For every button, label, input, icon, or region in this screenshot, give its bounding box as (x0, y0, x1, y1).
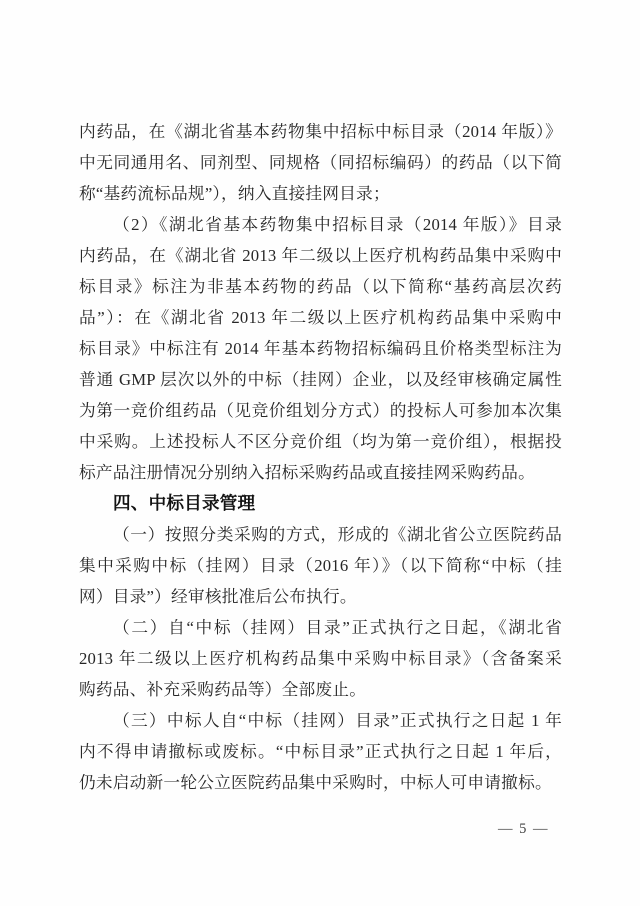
text-line: 标产品注册情况分别纳入招标采购药品或直接挂网采购药品。 (79, 463, 535, 482)
text-line: 内不得申请撤标或废标。“中标目录”正式执行之日起 1 年后， (79, 742, 562, 761)
text-line: 购药品、补充采购药品等）全部废止。 (79, 680, 367, 699)
document-body (79, 116, 562, 798)
text-line: 集中采购中标（挂网）目录（2016 年）》（以下简称“中标（挂 (79, 556, 562, 575)
text-line: 为第一竞价组药品（见竞价组划分方式）的投标人可参加本次集 (79, 401, 562, 420)
page-number: — 5 — (498, 821, 549, 837)
text-line: （二）自“中标（挂网）目录”正式执行之日起，《湖北省 (113, 618, 562, 637)
text-line: （一）按照分类采购的方式，形成的《湖北省公立医院药品 (113, 525, 562, 544)
text-line: 普通 GMP 层次以外的中标（挂网）企业，以及经审核确定属性 (79, 370, 562, 389)
text-line: 称“基药流标品规”），纳入直接挂网目录； (79, 184, 390, 203)
text-line: （2）《湖北省基本药物集中招标目录（2014 年版）》目录 (113, 215, 562, 234)
text-line: 2013 年二级以上医疗机构药品集中采购中标目录》（含备案采 (79, 649, 562, 668)
text-line: 仍未启动新一轮公立医院药品集中采购时，中标人可申请撤标。 (79, 773, 552, 792)
text-line: 品”）：在《湖北省 2013 年二级以上医疗机构药品集中采购中 (79, 308, 562, 327)
text-line: 网）目录”）经审核批准后公布执行。 (79, 587, 357, 606)
text-line: 内药品，在《湖北省基本药物集中招标中标目录（2014 年版）》 (79, 122, 562, 141)
section-heading: 四、中标目录管理 (113, 493, 256, 513)
text-line: 中采购。上述投标人不区分竞价组（均为第一竞价组），根据投 (79, 432, 562, 451)
text-line: 标目录》中标注有 2014 年基本药物招标编码且价格类型标注为 (79, 339, 562, 358)
text-line: 标目录》标注为非基本药物的药品（以下简称“基药高层次药 (79, 277, 562, 296)
text-line: 中无同通用名、同剂型、同规格（同招标编码）的药品（以下简 (79, 153, 562, 172)
text-line: 内药品，在《湖北省 2013 年二级以上医疗机构药品集中采购中 (79, 246, 562, 265)
text-line: （三）中标人自“中标（挂网）目录”正式执行之日起 1 年 (113, 711, 562, 730)
